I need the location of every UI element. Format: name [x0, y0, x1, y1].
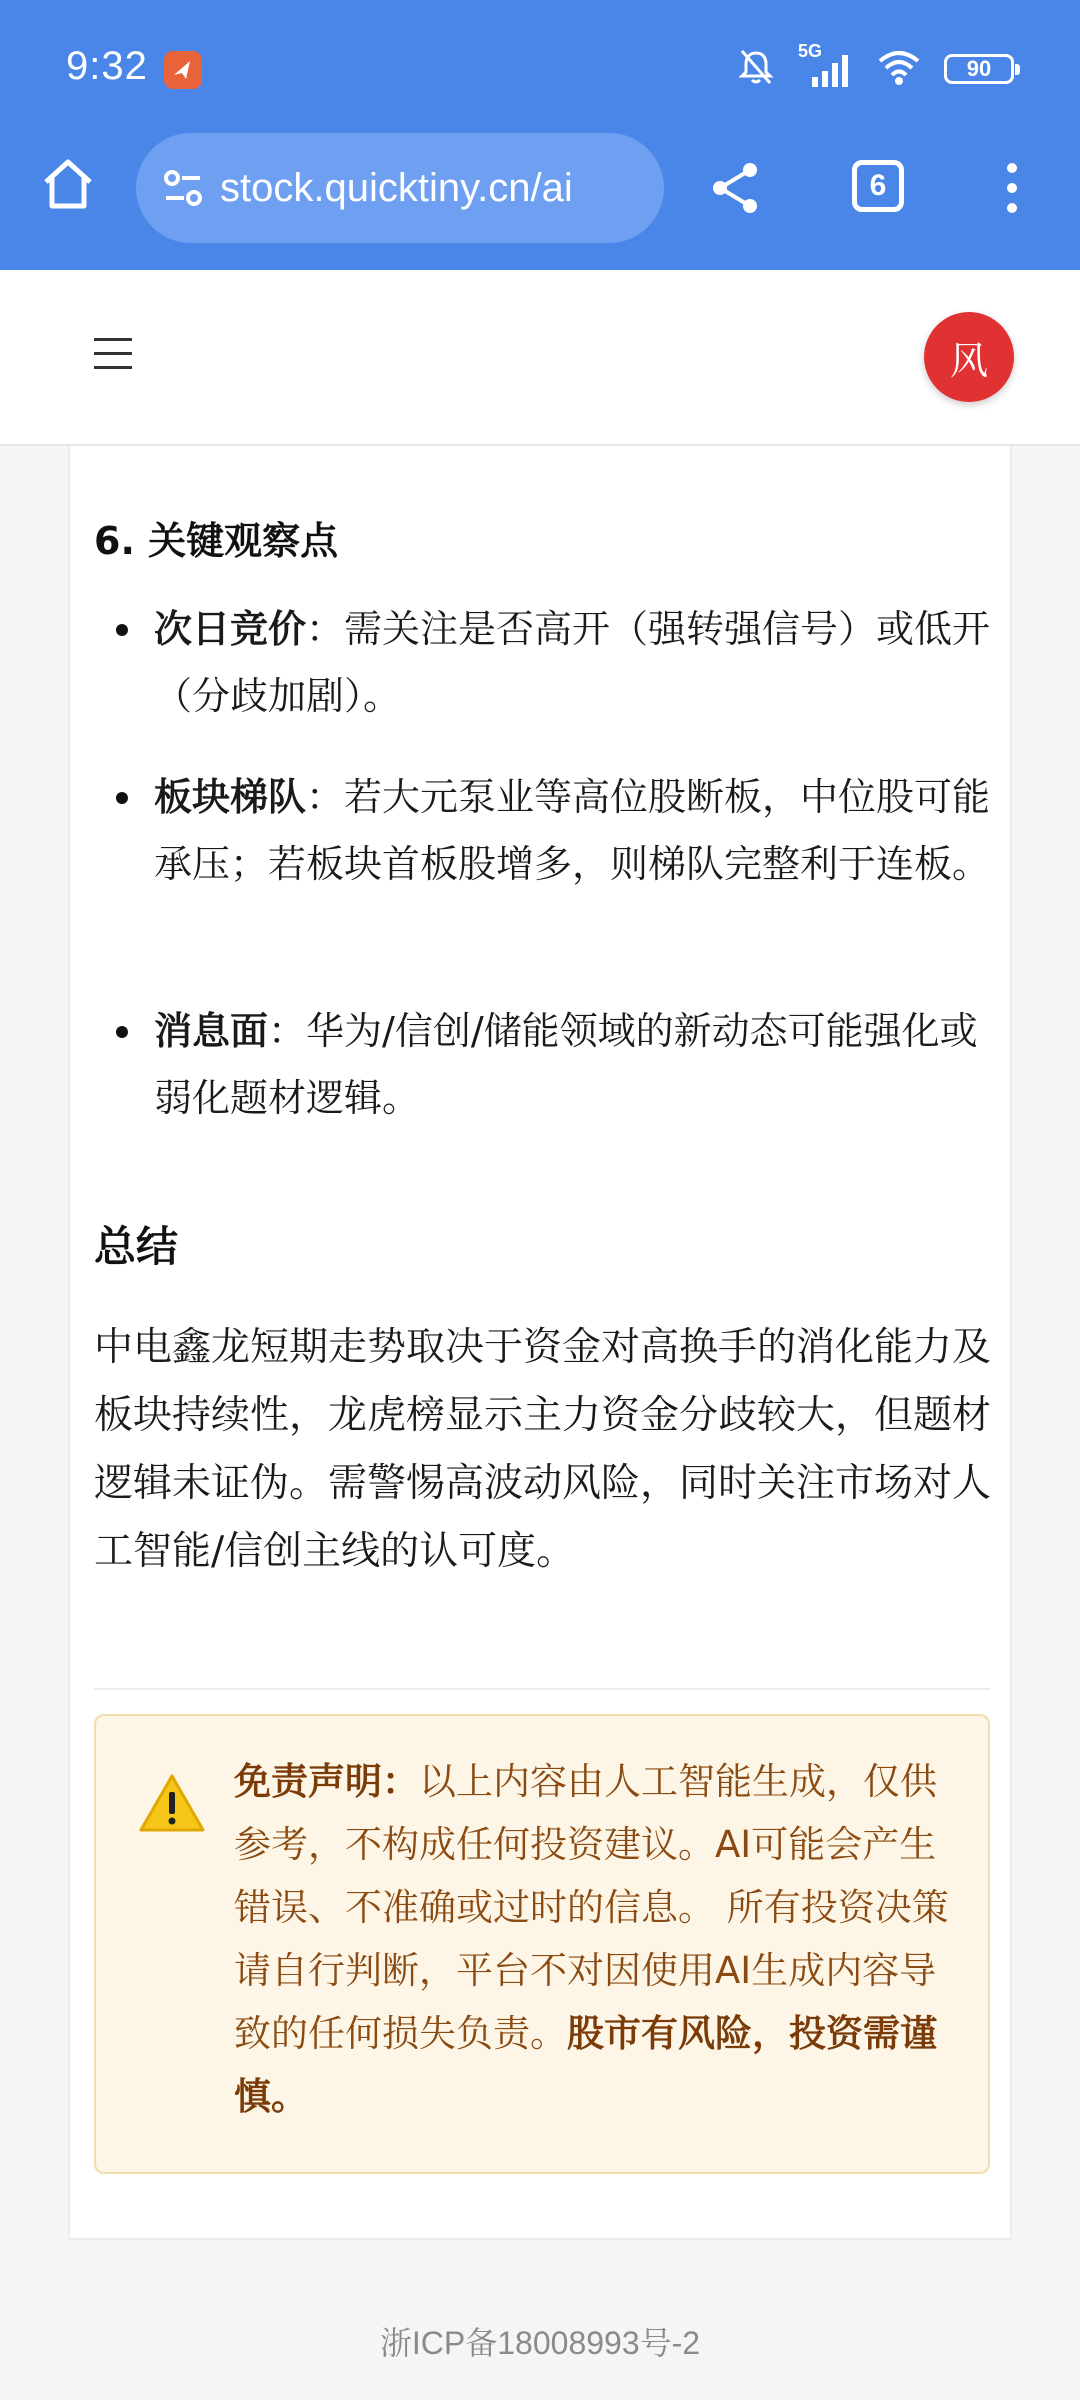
bullet-term: 板块梯队 — [154, 775, 307, 819]
battery-icon — [944, 54, 1014, 84]
cellular-signal-icon — [798, 41, 854, 89]
url-text: stock.quicktiny.cn/ai — [220, 165, 573, 210]
content-card — [68, 446, 1012, 2240]
more-menu-icon[interactable] — [1000, 156, 1024, 220]
list-item — [94, 998, 994, 1132]
avatar[interactable]: 风 — [924, 312, 1014, 402]
disclaimer-box — [94, 1714, 990, 2174]
menu-icon[interactable] — [94, 338, 132, 370]
address-bar[interactable] — [136, 133, 664, 243]
disclaimer-label: 免责声明： — [234, 1760, 419, 1803]
browser-chrome — [0, 0, 1080, 270]
bullet-text: ：若大元泵业等高位股断板，中位股可能承压；若板块首板股增多，则梯队完整利于连板。 — [154, 775, 991, 886]
list-item — [94, 764, 994, 898]
divider — [94, 1688, 990, 1690]
home-icon[interactable] — [36, 152, 100, 216]
status-bar — [0, 0, 1080, 130]
status-time: 9:32 — [66, 44, 148, 88]
bullet-text: ：需关注是否高开（强转强信号）或低开（分歧加剧）。 — [154, 607, 991, 718]
summary-text: 中电鑫龙短期走势取决于资金对高换手的消化能力及板块持续性，龙虎榜显示主力资金分歧较大，但题材逻辑未证伪。需警惕高波动风险，同时关注市场对人工智能/信创主线的认可度。 — [94, 1325, 992, 1574]
disclaimer-emphasis: 股市有风险，投资需谨慎。 — [234, 2012, 937, 2118]
list-item — [94, 596, 994, 730]
share-icon[interactable] — [706, 158, 766, 218]
mute-icon — [736, 47, 776, 91]
section-heading: 6. 关键观察点 — [94, 519, 339, 563]
tab-count: 6 — [869, 169, 887, 202]
network-type-label: 5G — [798, 41, 823, 61]
site-settings-icon[interactable] — [154, 158, 214, 218]
page-header — [0, 270, 1080, 446]
disclaimer-text — [234, 1750, 954, 2128]
wifi-icon — [876, 47, 922, 91]
bullet-dot — [116, 1026, 128, 1038]
app-notification-icon — [164, 51, 202, 89]
icp-footer[interactable]: 浙ICP备18008993号-2 — [379, 2325, 701, 2361]
tab-switcher-button[interactable] — [852, 160, 904, 212]
bullet-dot — [116, 792, 128, 804]
bullet-text: ：华为/信创/储能领域的新动态可能强化或弱化题材逻辑。 — [154, 1009, 978, 1120]
disclaimer-body: 以上内容由人工智能生成，仅供参考，不构成任何投资建议。AI可能会产生错误、不准确或过时的信息。 所有投资决策请自行判断，平台不对因使用AI生成内容导致的任何损失负责。 — [234, 1760, 949, 2055]
bullet-dot — [116, 624, 128, 636]
warning-icon — [138, 1772, 206, 1834]
bullet-term: 消息面 — [154, 1009, 269, 1053]
browser-toolbar — [0, 130, 1080, 270]
summary-heading: 总结 — [94, 1222, 179, 1271]
status-icons — [736, 41, 1014, 94]
battery-level: 90 — [966, 56, 992, 81]
bullet-term: 次日竞价 — [154, 607, 307, 651]
